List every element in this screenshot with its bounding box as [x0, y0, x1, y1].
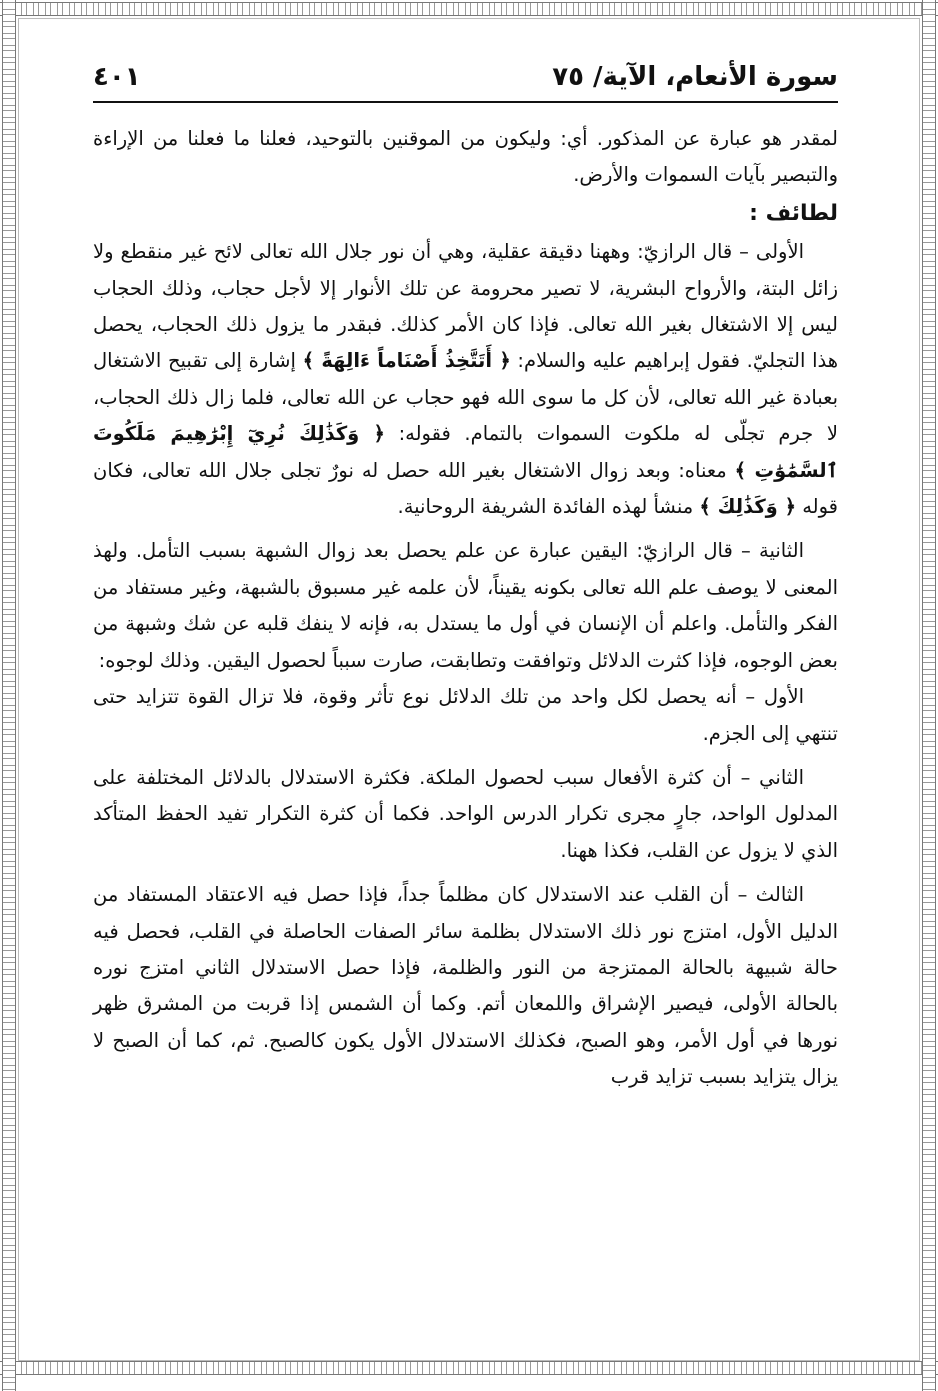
paragraph-reason-three: الثالث – أن القلب عند الاستدلال كان مظلماً جداً، فإذا حصل فيه الاعتقاد المستفاد من الدليل الأول، امتزج نور ذلك الاستدلال بظلمة سائر الصفات الحاصلة في القلب، فحصل فيه حالة شبيهة بالحالة الممتزجة من النور والظلمة، فإذا حصل الاستدلال الثاني امتزج نوره بالحالة الأولى، فيصير الإشراق واللمعان أتم. وكما أن الشمس إذا قربت من المشرق ظهر نورها في أول الأمر، وهو الصبح، فكذلك الاستدلال الأول يكون كالصبح. ثم، كما أن الصبح لا يزال يتزايد بسبب تزايد قرب [93, 883, 838, 1089]
page-header [93, 58, 838, 98]
paragraph-reason-one: الأول – أنه يحصل لكل واحد من تلك الدلائل نوع تأثر وقوة، فلا تزال القوة تتزايد حتى تنتهي إلى الجزم. [93, 685, 838, 745]
section-heading: لطائف : [749, 200, 838, 226]
paragraph-second-point: الثانية – قال الرازيّ: اليقين عبارة عن علم يحصل بعد زوال الشبهة بسبب التأمل. ولهذ المعنى لا يوصف علم الله تعالى بكونه يقيناً، لأن علمه غير مسبوق بالشبهة، وغير مستفاد من الفكر والتأمل. واعلم أن الإنسان في أول ما يستدل به، فإنه لا ينفك قلبه عن شك وشبهة من بعض الوجوه، فإذا كثرت الدلائل وتوافقت وتطابقت، صارت سبباً لحصول اليقين. وذلك لوجوه: [93, 539, 838, 672]
paragraph-text: منشأ لهذه الفائدة الشريفة الروحانية. [397, 495, 700, 519]
page-number: ٤٠١ [93, 62, 141, 92]
paragraph-text: الأولى – قال الرازيّ: وههنا دقيقة عقلية، وهي أن نور جلال الله تعالى لائح غير منقطع ولا زائل البتة، والأرواح البشرية، لا تصير محرومة عن تلك الأنوار إلا لأجل حجاب، وذلك الحجاب ليس إلا الاشتغال بغير الله تعالى. فإذا كان الأمر كذلك. فبقدر ما يزول ذلك الحجاب، يحصل هذا التجليّ. فقول إبراهيم عليه والسلام: [93, 240, 839, 373]
paragraph-first-point [93, 234, 838, 525]
page-body [93, 121, 838, 1096]
paragraph-reason-two: الثاني – أن كثرة الأفعال سبب لحصول الملكة. فكثرة الاستدلال بالدلائل المختلفة على المدلول الواحد، جارٍ مجرى تكرار الدرس الواحد. فكما أن كثرة التكرار تفيد الحفظ المتأكد الذي لا يزول عن القلب، فكذا ههنا. [93, 765, 838, 862]
decorative-border-bottom [0, 1361, 938, 1375]
book-page [93, 58, 838, 1096]
quran-quote: ﴿ وَكَذَٰلِكَ نُرِيٓ إِبْرَٰهِيمَ مَلَكُوتَ ٱلسَّمَٰوَٰتِ ﴾ [93, 422, 839, 482]
paragraph-text: إشارة إلى تقبيح الاشتغال بعبادة غير الله تعالى، لأن كل ما سوى الله فهو حجاب عن الله تعالى، فلما زال ذلك الحجاب، لا جرم تجلّى له ملكوت السموات بالتمام. فقوله: [93, 349, 838, 446]
decorative-border-left [2, 0, 16, 1391]
decorative-border-right [922, 0, 936, 1391]
quran-quote: ﴿ أَتَتَّخِذُ أَصْنَاماً ءَالِهَةً ﴾ [302, 349, 511, 373]
decorative-border-top [0, 2, 938, 16]
paragraph-continuation: لمقدر هو عبارة عن المذكور. أي: وليكون من الموقنين بالتوحيد، فعلنا ما فعلنا من الإراءة والتبصير بآيات السموات والأرض. [93, 127, 838, 187]
header-rule [93, 101, 838, 103]
running-title: سورة الأنعام، الآية/ ٧٥ [552, 62, 838, 92]
paragraph-text: معناه: وبعد زوال الاشتغال بغير الله حصل له نورٌ تجلى جلال الله تعالى، فكان قوله [93, 458, 838, 519]
quran-quote: ﴿ وَكَذَٰلِكَ ﴾ [699, 495, 796, 519]
